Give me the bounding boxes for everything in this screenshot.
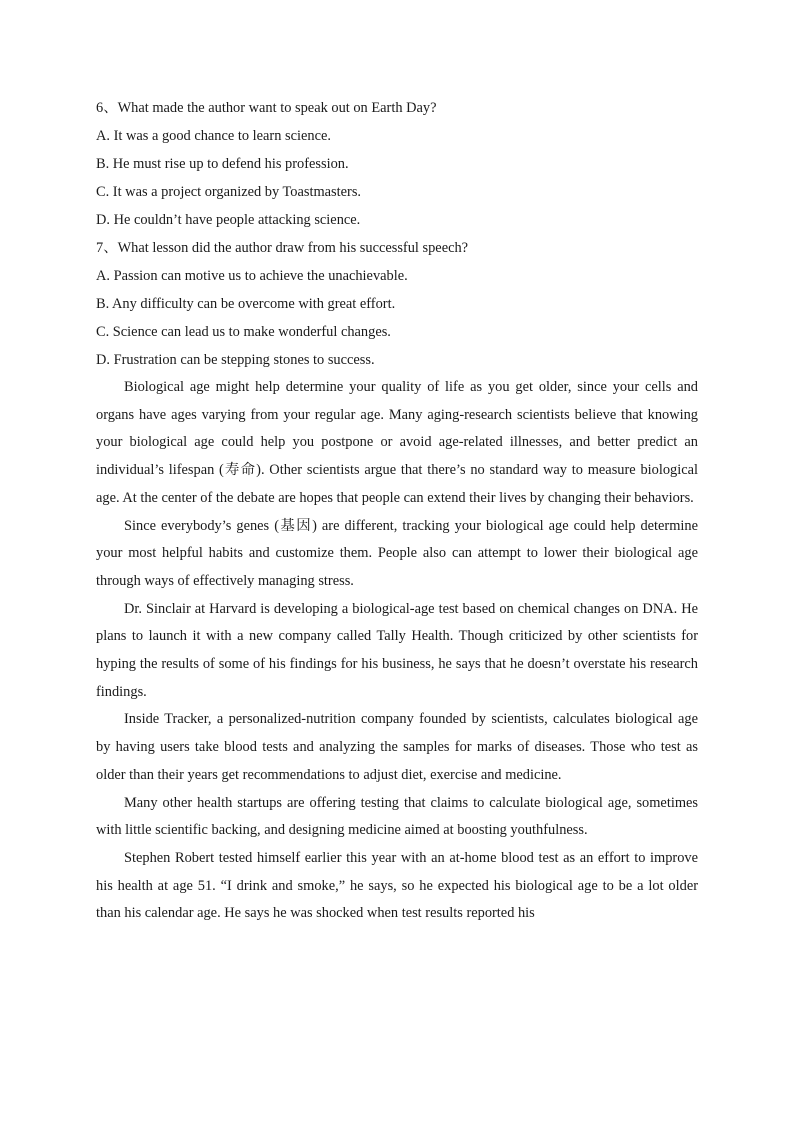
paragraph-text: Inside Tracker, a personalized-nutrition company founded by scientists, calculates biological age by having users take blood tests and analyzing the samples for marks of diseases. Those who test as older than their years get recommendations to adjust diet, exercise and medicine.	[96, 711, 698, 783]
option-a: A. It was a good chance to learn science.	[96, 128, 331, 144]
option-c: C. It was a project organized by Toastmasters.	[96, 184, 362, 200]
passage-paragraph	[96, 596, 698, 707]
option-b: B. Any difficulty can be overcome with great effort.	[96, 296, 396, 312]
paragraph-text: Many other health startups are offering testing that claims to calculate biological age, sometimes with little scientific backing, and designing medicine aimed at boosting youthfulness.	[96, 794, 698, 839]
option-d: D. He couldn’t have people attacking science.	[96, 212, 361, 228]
passage-paragraph	[96, 845, 698, 928]
passage-paragraph	[96, 513, 698, 596]
paragraph-text: Since everybody’s genes (基因) are different, tracking your biological age could help determine your most helpful habits and customize them. People also can attempt to lower their biological age through ways of effectively managing stress.	[96, 517, 698, 589]
option-b: B. He must rise up to defend his profession.	[96, 156, 349, 172]
question-7	[96, 234, 698, 374]
page-content	[96, 94, 698, 928]
passage-paragraph	[96, 706, 698, 789]
option-a: A. Passion can motive us to achieve the unachievable.	[96, 268, 408, 284]
passage-paragraph	[96, 790, 698, 845]
paragraph-text: Stephen Robert tested himself earlier this year with an at-home blood test as an effort to improve his health at age 51. “I drink and smoke,” he says, so he expected his biological age to be a lot older than his calendar age. He says he was shocked when test results reported his	[96, 849, 698, 922]
option-d: D. Frustration can be stepping stones to success.	[96, 352, 375, 368]
question-stem: 6、What made the author want to speak out on Earth Day?	[96, 100, 437, 116]
option-c: C. Science can lead us to make wonderful changes.	[96, 324, 391, 340]
reading-passage	[96, 374, 698, 928]
paragraph-text: Dr. Sinclair at Harvard is developing a biological-age test based on chemical changes on DNA. He plans to launch it with a new company called Tally Health. Though criticized by other scientists for hyping the results of some of his findings for his business, he says that he doesn’t overstate his research findings.	[96, 600, 698, 700]
passage-paragraph	[96, 374, 698, 513]
paragraph-text: Biological age might help determine your quality of life as you get older, since your cells and organs have ages varying from your regular age. Many aging-research scientists believe that knowing your biological age could help you postpone or avoid age-related illnesses, and better predict an individual’s lifespan (寿命). Other scientists argue that there’s no standard way to measure biological age. At the center of the debate are hopes that people can extend their lives by changing their behaviors.	[96, 379, 698, 506]
question-stem: 7、What lesson did the author draw from his successful speech?	[96, 240, 469, 256]
question-6	[96, 94, 698, 234]
